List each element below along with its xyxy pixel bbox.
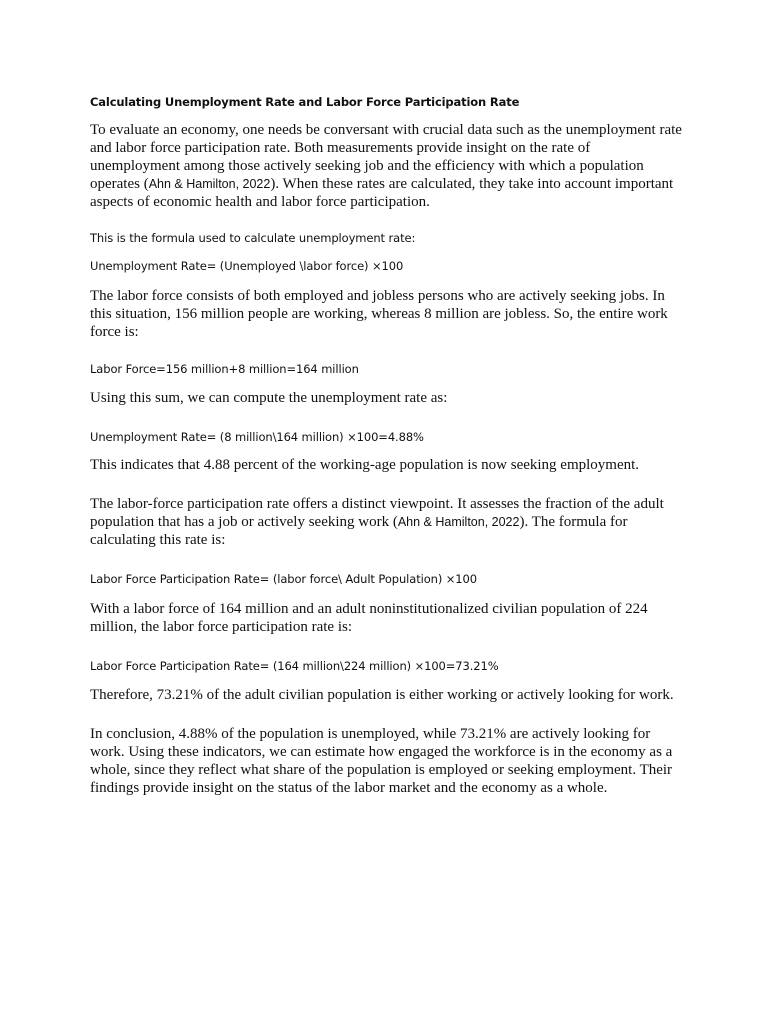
- participation-inputs-paragraph: With a labor force of 164 million and an adult noninstitutionalized civilian population of 224 million, the labor force participation rate is:: [90, 601, 648, 635]
- citation: Ahn & Hamilton, 2022: [397, 515, 520, 529]
- unemployment-formula: Unemployment Rate= (Unemployed \labor force) ×100: [90, 259, 404, 273]
- document-heading: Calculating Unemployment Rate and Labor Force Participation Rate: [90, 95, 520, 109]
- compute-intro-paragraph: Using this sum, we can compute the unemployment rate as:: [90, 390, 448, 406]
- labor-force-paragraph: The labor force consists of both employed and jobless persons who are actively seeking jobs. In this situation, 156 million people are working, whereas 8 million are jobless. So, the entire work force is:: [90, 288, 668, 340]
- participation-result-paragraph: Therefore, 73.21% of the adult civilian population is either working or actively looking for work.: [90, 687, 674, 703]
- participation-calculation: Labor Force Participation Rate= (164 million\224 million) ×100=73.21%: [90, 659, 499, 673]
- participation-paragraph-text: The labor-force participation rate offers a distinct viewpoint. It assesses the fraction of the adult population that has a job or actively seeking work (: [90, 496, 664, 530]
- participation-paragraph-tail: ). The formula for calculating this rate is:: [90, 514, 628, 548]
- intro-paragraph-tail: ). When these rates are calculated, they take into account important aspects of economic health and labor force participation.: [90, 176, 674, 210]
- participation-paragraph: [90, 495, 682, 549]
- intro-paragraph-text: To evaluate an economy, one needs be conversant with crucial data such as the unemployment rate and labor force participation rate. Both measurements provide insight on the rate of unemployment among those actively seeking job and the efficiency with which a population operates (: [90, 122, 682, 192]
- participation-formula: Labor Force Participation Rate= (labor force\ Adult Population) ×100: [90, 572, 477, 586]
- labor-force-calculation: Labor Force=156 million+8 million=164 million: [90, 362, 359, 376]
- unemployment-result-paragraph: This indicates that 4.88 percent of the working-age population is now seeking employment.: [90, 457, 640, 473]
- conclusion-paragraph: In conclusion, 4.88% of the population is unemployed, while 73.21% are actively looking for work. Using these indicators, we can estimate how engaged the workforce is in the economy as a whole, since they reflect what share of the population is employed or seeking employment. Their findings provide insight on the status of the labor market and the economy as a whole.: [90, 726, 673, 796]
- unemployment-calculation: Unemployment Rate= (8 million\164 million) ×100=4.88%: [90, 430, 424, 444]
- citation: Ahn & Hamilton, 2022: [148, 177, 271, 191]
- intro-paragraph: [90, 121, 682, 211]
- formula-intro: This is the formula used to calculate unemployment rate:: [90, 231, 416, 245]
- document-page: [90, 94, 682, 797]
